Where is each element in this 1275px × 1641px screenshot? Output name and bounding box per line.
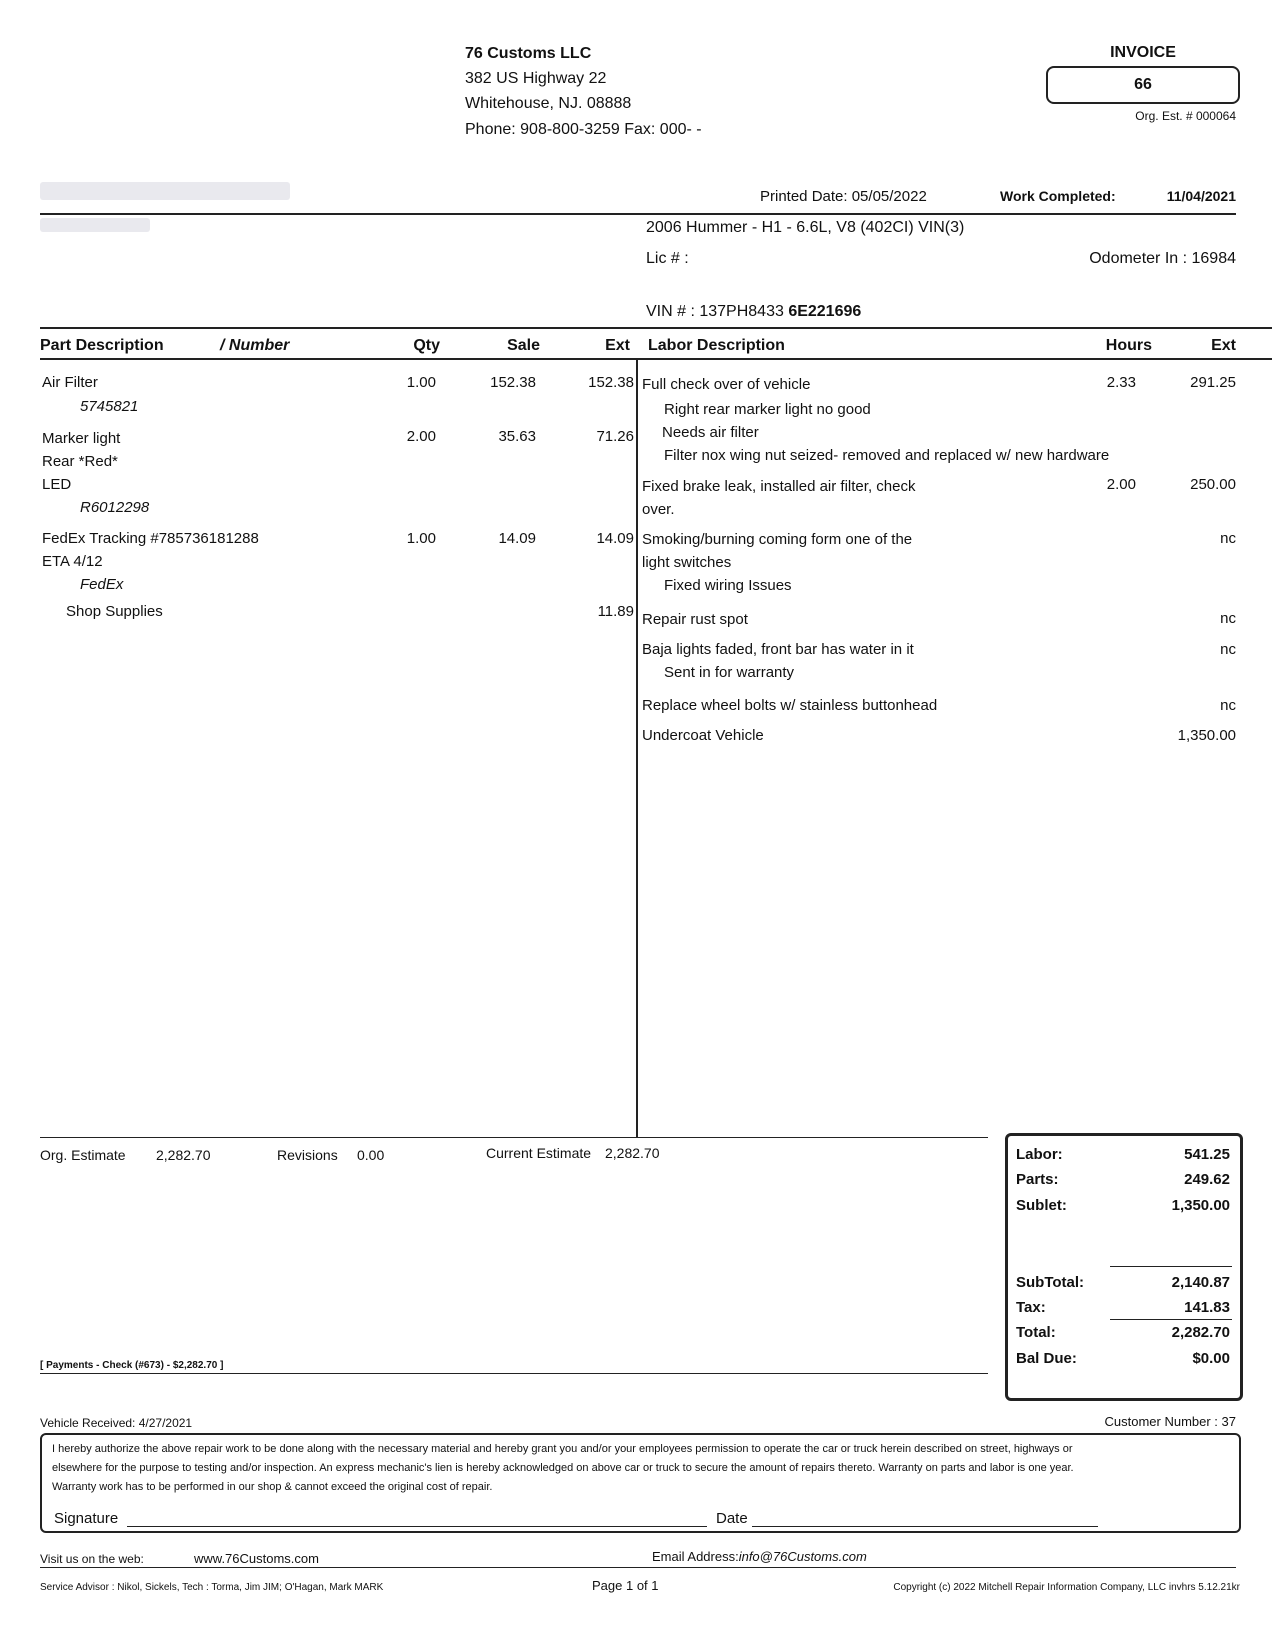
- labor-ext: 291.25: [1190, 374, 1236, 391]
- footer-divider: [40, 1567, 1236, 1568]
- labor-description-line2: over.: [642, 501, 675, 518]
- revisions-value: 0.00: [357, 1147, 385, 1163]
- labor-description: Smoking/burning coming form one of the: [642, 531, 913, 548]
- tax-label: Tax:: [1016, 1299, 1046, 1316]
- labor-description: Baja lights faded, front bar has water in it: [642, 641, 914, 658]
- parts-ext-header: Ext: [605, 337, 630, 354]
- part-number: R6012298: [80, 499, 150, 516]
- balance-due: $0.00: [1192, 1350, 1230, 1367]
- org-estimate-value: 2,282.70: [156, 1147, 211, 1163]
- work-completed-date: 11/04/2021: [1166, 188, 1236, 204]
- subtotal: 2,140.87: [1171, 1274, 1230, 1291]
- part-description: Air Filter: [42, 374, 98, 391]
- email-label: Email Address:: [652, 1549, 739, 1564]
- payments-line: [ Payments - Check (#673) - $2,282.70 ]: [40, 1360, 224, 1371]
- labor-ext: nc: [1220, 697, 1236, 714]
- page-number: Page 1 of 1: [592, 1578, 659, 1593]
- org-estimate-label: Org. Estimate: [40, 1147, 126, 1163]
- subtotal-label: SubTotal:: [1016, 1274, 1085, 1291]
- service-advisor: Service Advisor : Nikol, Sickels, Tech : Torma, Jim JIM; O'Hagan, Mark MARK: [40, 1582, 384, 1593]
- current-estimate-value: 2,282.70: [605, 1145, 660, 1161]
- web-address[interactable]: www.76Customs.com: [194, 1551, 319, 1566]
- part-number: FedEx: [80, 576, 124, 593]
- balance-due-label: Bal Due:: [1016, 1350, 1077, 1367]
- current-estimate-label: Current Estimate: [486, 1145, 592, 1161]
- part-description-line3: LED: [42, 476, 72, 493]
- invoice-number: 66: [1046, 66, 1240, 104]
- labor-description-line2: light switches: [642, 554, 732, 571]
- labor-ext: nc: [1220, 530, 1236, 547]
- revisions-label: Revisions: [277, 1147, 338, 1163]
- printed-date: Printed Date: 05/05/2022: [760, 188, 927, 205]
- labor-note: Right rear marker light no good: [664, 401, 871, 418]
- labor-note: Sent in for warranty: [664, 664, 795, 681]
- labor-hours: 2.33: [1106, 374, 1136, 391]
- header-divider: [40, 213, 1236, 215]
- redacted-customer-name: [40, 182, 290, 200]
- parts-total-label: Parts:: [1016, 1171, 1059, 1188]
- total-label: Total:: [1016, 1324, 1056, 1341]
- vin-suffix: 6E221696: [788, 303, 862, 320]
- copyright: Copyright (c) 2022 Mitchell Repair Information Company, LLC invhrs 5.12.21kr: [893, 1582, 1240, 1593]
- parts-number-header: / Number: [220, 337, 290, 354]
- part-ext: 11.89: [597, 603, 634, 620]
- labor-desc-header: Labor Description: [648, 337, 785, 354]
- invoice-label: INVOICE: [1110, 44, 1176, 61]
- part-number: 5745821: [80, 398, 139, 415]
- shop-address-line1: 382 US Highway 22: [465, 70, 607, 87]
- subtotal-divider: [1110, 1266, 1232, 1267]
- parts-qty-header: Qty: [413, 337, 440, 354]
- labor-note: Filter nox wing nut seized- removed and replaced w/ new hardware: [664, 447, 1110, 464]
- total: 2,282.70: [1171, 1324, 1230, 1341]
- shop-address-line2: Whitehouse, NJ. 08888: [465, 95, 632, 112]
- customer-number: Customer Number : 37: [1104, 1414, 1236, 1429]
- parts-total: 249.62: [1184, 1171, 1230, 1188]
- vin-prefix: VIN # : 137PH8433: [646, 303, 789, 320]
- part-description: Marker light: [42, 430, 121, 447]
- part-description-line2: ETA 4/12: [42, 553, 103, 570]
- vehicle-description: 2006 Hummer - H1 - 6.6L, V8 (402CI) VIN(3): [646, 219, 965, 236]
- part-sale: 35.63: [498, 428, 536, 445]
- part-ext: 14.09: [596, 530, 634, 547]
- sublet-total: 1,350.00: [1171, 1197, 1230, 1214]
- labor-description: Repair rust spot: [642, 611, 748, 628]
- date-label: Date: [716, 1510, 748, 1527]
- signature-line[interactable]: [127, 1526, 707, 1527]
- part-ext: 71.26: [596, 428, 634, 445]
- authorization-text: I hereby authorize the above repair work to be done along with the necessary material and hereby grant you and/or your employees permission to operate the car or truck herein described on street, highways or elsewhere for the purpose to testing and/or inspection. An express mechanic's lien is hereby acknowledged on above car or truck to secure the amount of repairs thereto. Warranty on parts and labor is one year. Warranty work has to be performed in our shop & cannot exceed the original cost of repair.: [52, 1443, 1074, 1493]
- labor-hours-header: Hours: [1105, 337, 1152, 354]
- shop-phone: Phone: 908-800-3259 Fax: 000- -: [465, 121, 702, 138]
- labor-ext: 1,350.00: [1177, 727, 1236, 744]
- redacted-customer-address: [40, 218, 150, 232]
- estimate-divider: [40, 1137, 988, 1138]
- labor-note: Fixed wiring Issues: [664, 577, 792, 594]
- work-completed-label: Work Completed:: [1000, 188, 1116, 204]
- date-line[interactable]: [752, 1526, 1098, 1527]
- part-qty: 1.00: [406, 530, 436, 547]
- sublet-total-label: Sublet:: [1016, 1197, 1067, 1214]
- part-ext: 152.38: [588, 374, 634, 391]
- labor-description: Fixed brake leak, installed air filter, check: [642, 478, 916, 495]
- labor-hours: 2.00: [1106, 476, 1136, 493]
- total-divider: [1110, 1319, 1232, 1320]
- part-description: FedEx Tracking #785736181288: [42, 530, 259, 547]
- signature-label: Signature: [54, 1510, 119, 1527]
- part-description-line2: Rear *Red*: [42, 453, 118, 470]
- part-sale: 14.09: [498, 530, 536, 547]
- labor-ext: 250.00: [1190, 476, 1236, 493]
- labor-ext: nc: [1220, 641, 1236, 658]
- labor-description: Replace wheel bolts w/ stainless buttonhead: [642, 697, 938, 714]
- license-number: Lic # :: [646, 250, 689, 267]
- tax: 141.83: [1184, 1299, 1230, 1316]
- table-top-divider: [40, 327, 1272, 329]
- shop-name: 76 Customs LLC: [465, 45, 592, 62]
- part-sale: 152.38: [490, 374, 536, 391]
- original-estimate-number: Org. Est. # 000064: [1135, 109, 1236, 123]
- part-qty: 1.00: [406, 374, 436, 391]
- part-qty: 2.00: [406, 428, 436, 445]
- payments-divider: [40, 1373, 988, 1374]
- column-divider: [636, 358, 638, 1138]
- email-address[interactable]: info@76Customs.com: [738, 1549, 867, 1564]
- labor-ext: nc: [1220, 610, 1236, 627]
- labor-total-label: Labor:: [1016, 1146, 1063, 1163]
- part-description: Shop Supplies: [66, 603, 163, 620]
- parts-sale-header: Sale: [507, 337, 540, 354]
- email-block: [652, 1549, 867, 1564]
- web-label: Visit us on the web:: [40, 1552, 144, 1566]
- labor-description: Full check over of vehicle: [642, 376, 811, 393]
- table-header-divider: [40, 358, 1272, 360]
- vin-number: [646, 303, 861, 321]
- labor-total: 541.25: [1184, 1146, 1230, 1163]
- parts-desc-header: Part Description: [40, 337, 164, 354]
- odometer-in: Odometer In : 16984: [1089, 250, 1236, 267]
- vehicle-received: Vehicle Received: 4/27/2021: [40, 1416, 193, 1430]
- labor-note: Needs air filter: [662, 424, 759, 441]
- labor-ext-header: Ext: [1211, 337, 1236, 354]
- labor-description: Undercoat Vehicle: [642, 727, 764, 744]
